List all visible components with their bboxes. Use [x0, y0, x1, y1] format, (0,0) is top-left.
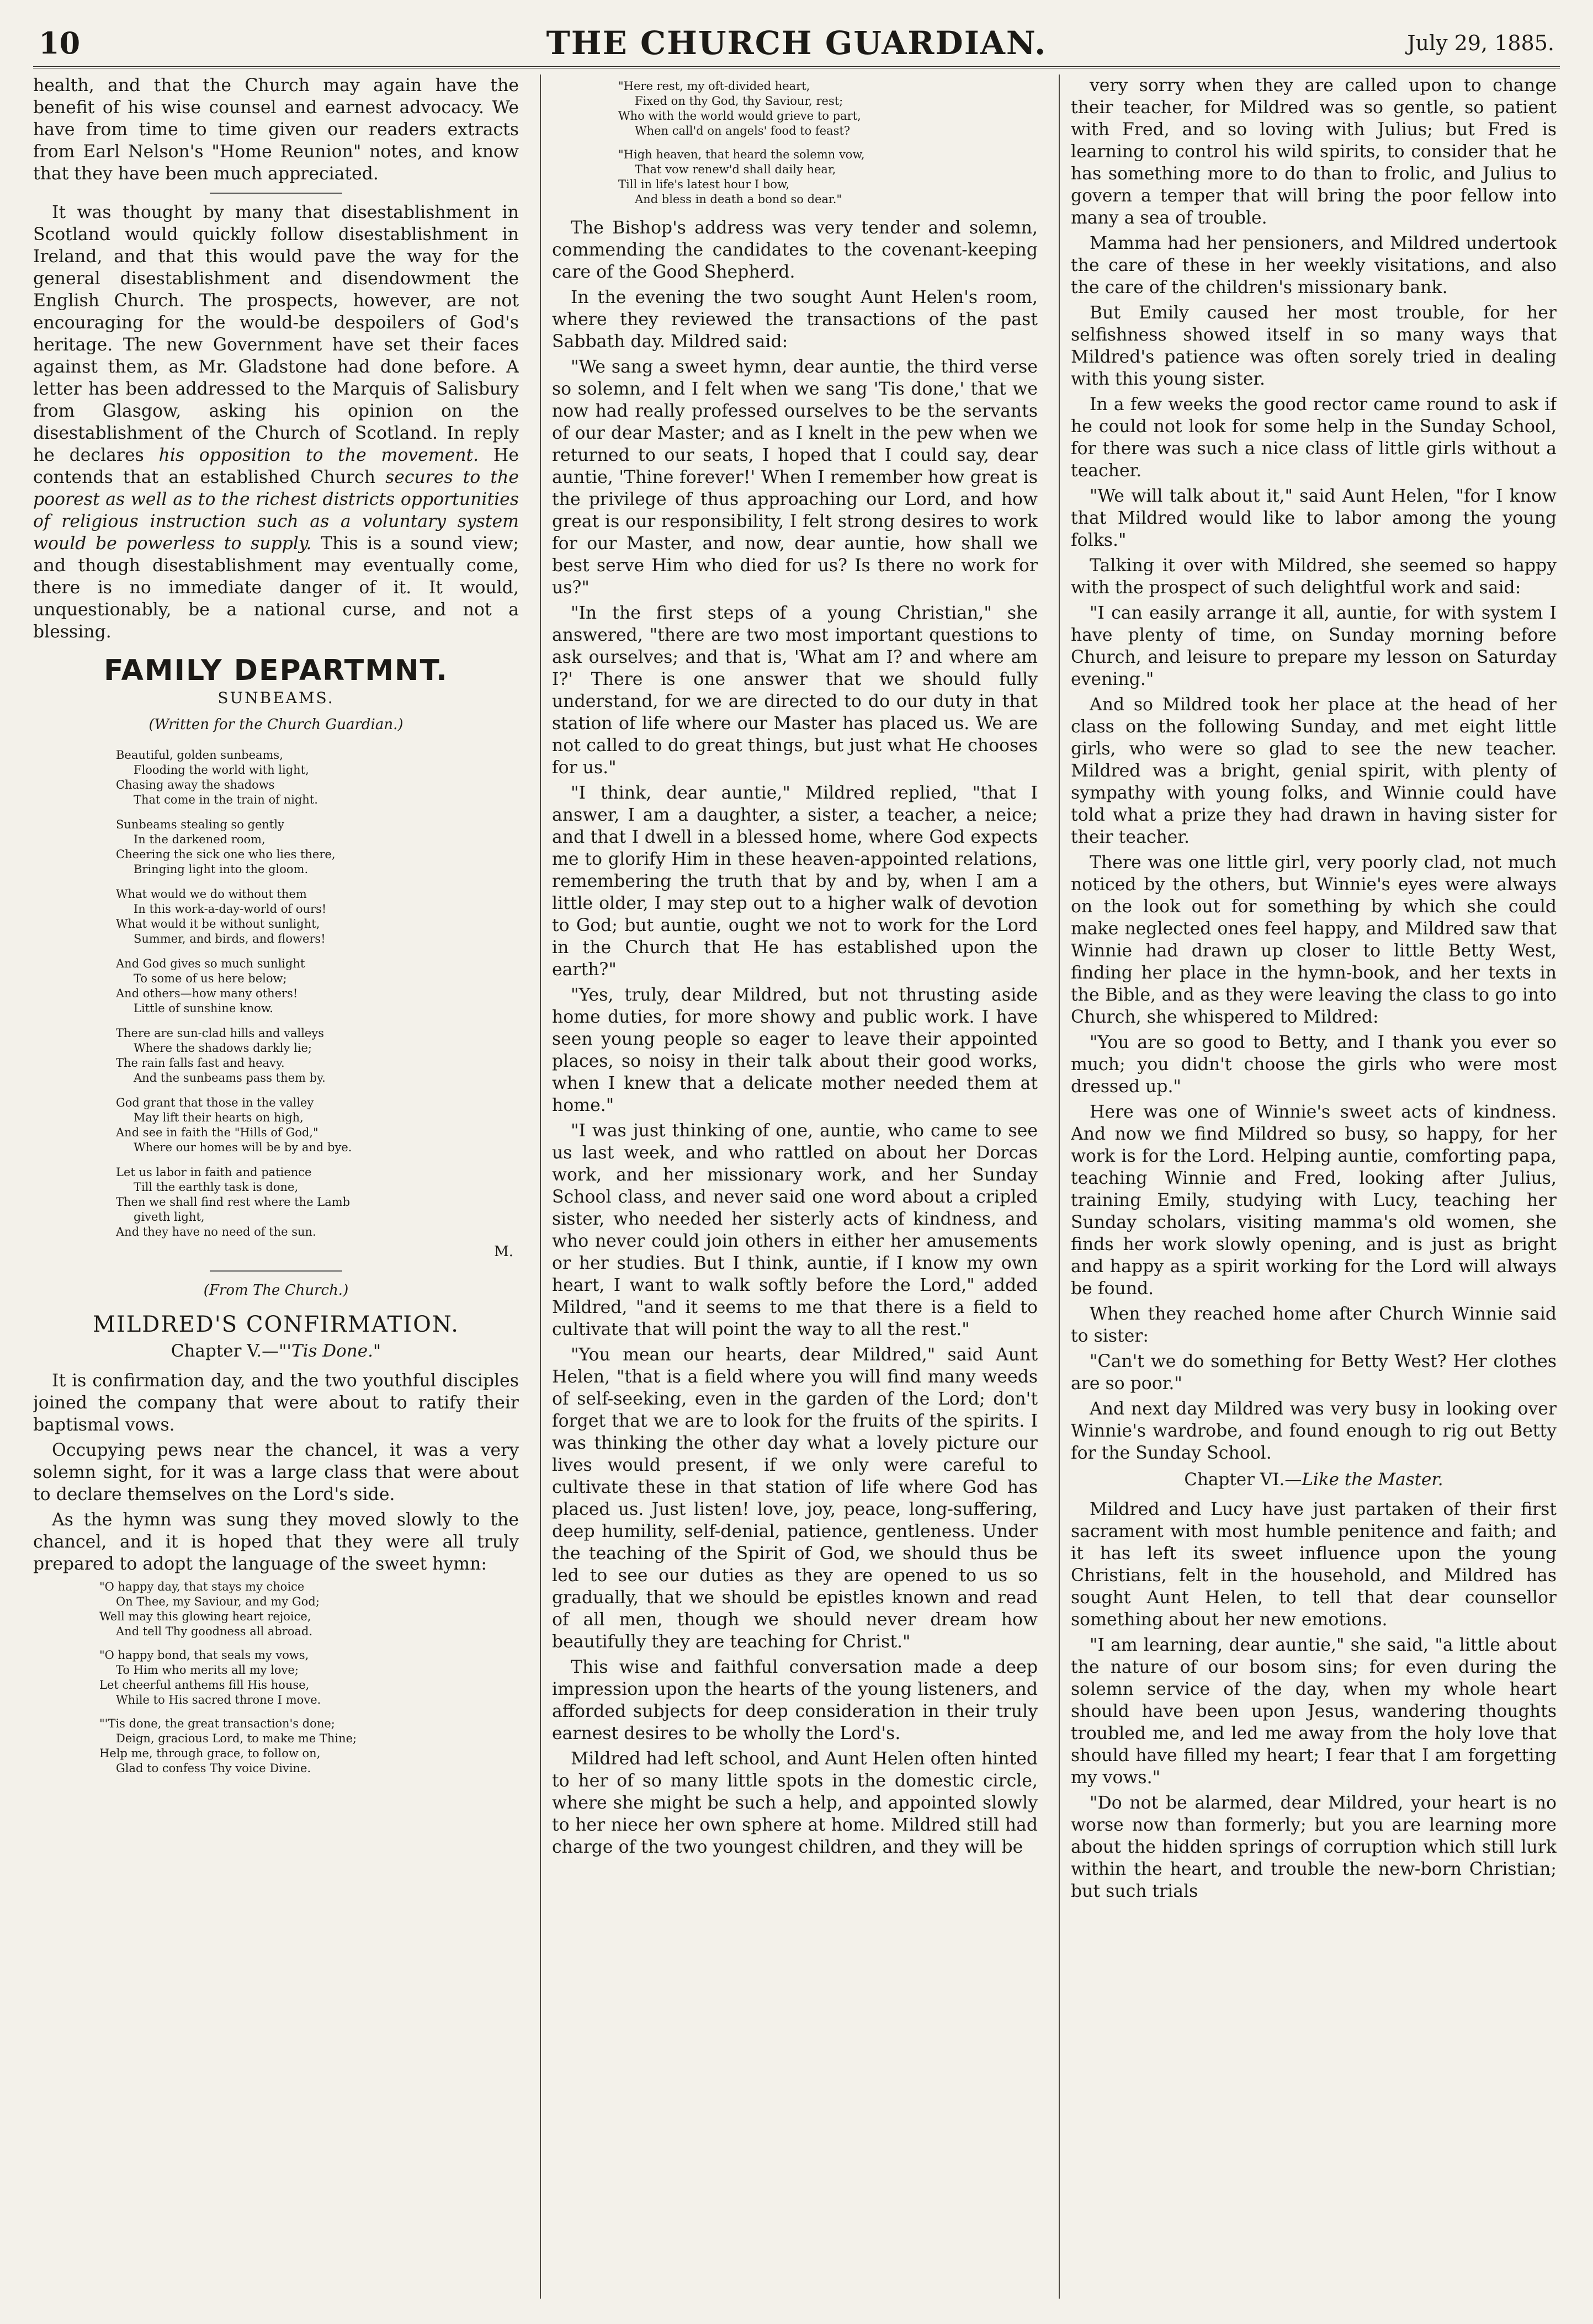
paragraph: Talking it over with Mildred, she seemed so happy with the prospect of such delightful work and said:	[1071, 556, 1557, 598]
verse-line: And see in faith the "Hills of God,"	[116, 1126, 318, 1139]
paragraph: "Can't we do something for Betty West? Her clothes are so poor."	[1071, 1352, 1557, 1394]
divider	[210, 193, 342, 194]
verse-line: In the darkened room,	[134, 833, 266, 846]
paragraph: It is confirmation day, and the two youthful disciples joined the company that were about to ratify their baptismal vows.	[33, 1371, 519, 1435]
verse-line: Well may this glowing heart rejoice,	[99, 1610, 311, 1623]
verse-line: And the sunbeams pass them by.	[134, 1071, 326, 1084]
verse-line: Then we shall find rest where the Lamb	[116, 1195, 351, 1209]
verse-line: And they have no need of the sun.	[116, 1225, 316, 1238]
verse-line: "O happy day, that stays my choice	[99, 1580, 305, 1593]
poem-signature: M.	[494, 1243, 513, 1260]
column-1	[33, 75, 519, 2299]
verse-line: Cheering the sick one who lies there,	[116, 848, 336, 861]
verse-line: And God gives so much sunlight	[116, 957, 305, 970]
paragraph: "You are so good to Betty, and I thank you ever so much; you didn't choose the girls who were most dressed up."	[1071, 1033, 1557, 1097]
verse-line: Where the shadows darkly lie;	[134, 1041, 312, 1055]
paragraph: But Emily caused her most trouble, for her selfishness showed itself in so many ways that Mildred's patience was often sorely tried in dealing with this young sister.	[1071, 303, 1557, 389]
column-3	[1071, 75, 1557, 2299]
paragraph: Mildred and Lucy have just partaken of their first sacrament with most humble penitence and faith; and it has left its sweet influence upon the young Christians, felt in the household, and Mildred has sought Aunt Helen, to tell that dear counsellor something about her new emotions.	[1071, 1499, 1557, 1630]
paragraph: "I can easily arrange it all, auntie, for with system I have plenty of time, on Sunday morning before Church, and leisure to prepare my lesson on Saturday evening."	[1071, 603, 1557, 689]
story-text	[1071, 75, 1557, 1464]
verse-line: What would we do without them	[116, 887, 307, 901]
stanza	[116, 1165, 519, 1240]
issue-date: July 29, 1885.	[1407, 31, 1554, 55]
poem	[116, 748, 519, 1240]
verse-line: May lift their hearts on high,	[134, 1111, 304, 1124]
verse-line: "O happy bond, that seals my vows,	[99, 1648, 309, 1662]
verse-line: Flooding the world with light,	[134, 763, 309, 777]
page-number: 10	[39, 25, 81, 61]
paragraph: When they reached home after Church Winnie said to sister:	[1071, 1304, 1557, 1346]
verse-line: What would it be without sunlight,	[116, 917, 320, 930]
verse-line: "High heaven, that heard the solemn vow,	[618, 148, 865, 161]
paragraph: There was one little girl, very poorly clad, not much noticed by the others, but Winnie's eyes were always on the look out for something by which she could make neglected ones feel happy, and Mildred saw that Winnie had drawn up closer to little Betty West, finding her place in the hymn-book, and her texts in the Bible, and as they were leaving the class to go into Church, she whispered to Mildred:	[1071, 853, 1557, 1027]
newspaper-page	[33, 22, 1560, 2307]
verse-line: Bringing light into the gloom.	[134, 863, 309, 876]
verse-line: Chasing away the shadows	[116, 778, 275, 791]
verse-line: That come in the train of night.	[134, 793, 318, 806]
verse-line: Sunbeams stealing so gently	[116, 818, 284, 831]
verse-line: Who with the world would grieve to part,	[618, 109, 861, 123]
verse-line: That vow renew'd shall daily hear,	[635, 163, 836, 176]
column-rule	[540, 75, 541, 2299]
verse-line: There are sun-clad hills and valleys	[116, 1027, 324, 1040]
paragraph: "In the first steps of a young Christian," she answered, "there are two most important questions to ask ourselves; and that is, 'What am I? and where am I?' There is one answer that we should fully understand, for we are directed to do our duty in that station of life where our Master has placed us. We are not called to do great things, but just what He chooses for us."	[552, 603, 1038, 778]
stanza	[116, 1026, 519, 1086]
paragraph: "We will talk about it," said Aunt Helen, "for I know that Mildred would like to labor among the young folks."	[1071, 486, 1557, 550]
stanza	[618, 79, 1038, 139]
verse-line: The rain falls fast and heavy.	[116, 1056, 285, 1070]
stanza	[99, 1648, 519, 1708]
paragraph: Mamma had her pensioners, and Mildred undertook the care of these in her weekly visitations, and also the care of the children's missionary bank.	[1071, 233, 1557, 297]
paragraph: And next day Mildred was very busy in looking over Winnie's wardrobe, and found enough to rig out Betty for the Sunday School.	[1071, 1399, 1557, 1463]
paragraph: It was thought by many that disestablishment in Scotland would quickly follow disestablishment in Ireland, and that this would pave the way for the general disestablishment and disendowment the English Church. The prospects, however, are not encouraging for the would-be despoilers of God's heritage. The new Government have set their faces against them, as Mr. Gladstone had done before. A letter has been addressed to the Marquis of Salisbury from Glasgow, asking his opinion on the disestablishment of the Church of Scotland. In reply he declares his opposition to the movement. He contends that an established Church secures to the poorest as well as to the richest districts opportunities of religious instruction such as a voluntary system would be powerless to supply. This is a sound view; and though disestablishment may eventually come, there is no immediate danger of it. It would, unquestionably, be a national curse, and not a blessing.	[33, 203, 519, 642]
verse-line: Fixed on thy God, thy Saviour, rest;	[635, 94, 843, 108]
verse-line: Till the earthly task is done,	[134, 1180, 299, 1194]
hymn-continued	[618, 79, 1038, 207]
verse-line: While to His sacred throne I move.	[116, 1693, 321, 1706]
newspaper-title: THE CHURCH GUARDIAN.	[546, 24, 1047, 62]
verse-line: Beautiful, golden sunbeams,	[116, 748, 283, 762]
story-title: MILDRED'S CONFIRMATION.	[92, 1312, 460, 1337]
paragraph: And so Mildred took her place at the head of her class on the following Sunday, and met eight little girls, who were so glad to see the new teacher. Mildred was a bright, genial spirit, with plenty of sympathy with young folks, and Winnie could have told what a prize they had drawn in having sister for their teacher.	[1071, 695, 1557, 847]
verse-line: To Him who merits all my love;	[116, 1663, 299, 1677]
hymn	[99, 1580, 519, 1776]
verse-line: God grant that those in the valley	[116, 1096, 314, 1109]
verse-line: In this work-a-day-world of ours!	[134, 902, 327, 916]
verse-line: And tell Thy goodness all abroad.	[116, 1625, 313, 1638]
verse-line: Till in life's latest hour I bow,	[618, 178, 790, 191]
verse-line: "'Tis done, the great transaction's done;	[99, 1717, 335, 1730]
verse-line: Let cheerful anthems fill His house,	[99, 1678, 310, 1692]
paragraph: "Yes, truly, dear Mildred, but not thrusting aside home duties, for more showy and public work. I have seen young people so eager to leave their appointed places, so noisy in their talk about their good works, when I knew that a delicate mother needed them at home."	[552, 985, 1038, 1115]
verse-line: Little of sunshine know.	[134, 1002, 273, 1015]
paragraph: Mildred had left school, and Aunt Helen often hinted to her of so many little spots in the domestic circle, where she might be such a help, and appointed slowly to her niece her own sphere at home. Mildred still had charge of the two youngest children, and they will be	[552, 1749, 1038, 1857]
verse-line: Let us labor in faith and patience	[116, 1166, 312, 1179]
chapter-heading: Chapter VI.—Like the Master.	[1184, 1470, 1443, 1490]
stanza	[116, 1095, 519, 1155]
verse-line: Glad to confess Thy voice Divine.	[116, 1762, 311, 1775]
verse-line: And others—how many others!	[116, 987, 298, 1000]
verse-line: To some of us here below;	[134, 972, 287, 985]
paragraph: As the hymn was sung they moved slowly to the chancel, and it is hoped that they were all truly prepared to adopt the language of the sweet hymn:	[33, 1510, 519, 1574]
verse-line: Summer, and birds, and flowers!	[134, 932, 326, 945]
story-text	[552, 217, 1038, 1858]
paragraph: In a few weeks the good rector came round to ask if he could not look for some help in the Sunday School, for there was such a nice class of little girls without a teacher.	[1071, 395, 1557, 481]
paragraph: In the evening the two sought Aunt Helen's room, where they reviewed the transactions of the past Sabbath day. Mildred said:	[552, 288, 1038, 352]
paragraph: Here was one of Winnie's sweet acts of kindness. And now we find Mildred so busy, so happy, for her work is for the Lord. Helping auntie, comforting papa, teaching Winnie and Fred, looking after Julius, training Emily, studying with Lucy, teaching her Sunday scholars, visiting mamma's old women, she finds her work slowly opening, and is just as bright and happy as a spirit working for the Lord will always be found.	[1071, 1102, 1557, 1299]
story-text	[1071, 1498, 1557, 1902]
masthead	[33, 22, 1560, 68]
paragraph: "I was just thinking of one, auntie, who came to see us last week, and who rattled on about her Dorcas work, and her missionary work, and her Sunday School class, and never said one word about a cripled sister, who needed her sisterly acts of kindness, and who never could join others in either her amusements or her studies. But I think, auntie, if I know my own heart, I want to walk softly before the Lord," added Mildred, "and it seems to me that there is a field to cultivate that will point the way to all the rest."	[552, 1121, 1038, 1339]
stanza	[116, 817, 519, 877]
chapter-heading: Chapter V.—"'Tis Done."	[171, 1341, 381, 1361]
paragraph: This wise and faithful conversation made a deep impression upon the hearts of the young listeners, and afforded subjects for deep consideration in their truly earnest desires to be wholly the Lord's.	[552, 1657, 1038, 1743]
column-rule	[1059, 75, 1060, 2299]
paragraph: "We sang a sweet hymn, dear auntie, the third verse so solemn, and I felt when we sang 'Tis done,' that we now had really professed ourselves to be the servants of our dear Master; and as I knelt in the pew when we returned to our seats, I hoped that I could say, dear auntie, 'Thine forever!' When I remember how great is the privilege of thus approaching our Lord, and how great is our responsibility, I felt strong desires to work for our Master, and now, dear auntie, how shall we best serve Him who died for us? Is there no work for us?"	[552, 357, 1038, 598]
stanza	[618, 147, 1038, 207]
poem-title: SUNBEAMS.	[217, 689, 334, 707]
stanza	[99, 1580, 519, 1639]
verse-line: Deign, gracious Lord, to make me Thine;	[116, 1732, 357, 1745]
paragraph: Occupying pews near the chancel, it was a very solemn sight, for it was a large class that were about to declare themselves on the Lord's side.	[33, 1440, 519, 1504]
paragraph: "Do not be alarmed, dear Mildred, your heart is no worse now than formerly; but you are learning more about the hidden springs of corruption which still lurk within the heart, and trouble the new-born Christian; but such trials	[1071, 1793, 1557, 1901]
stanza	[116, 887, 519, 946]
verse-line: When call'd on angels' food to feast?	[635, 124, 851, 137]
divider	[210, 1270, 342, 1272]
paragraph: "I think, dear auntie," Mildred replied, "that I answer, I am a daughter, a sister, a teacher, a neice; and that I dwell in a blessed home, where God expects me to glorify Him in these heaven-appointed relations, remembering the truth that by and by, when I am a little older, I may step out to a higher walk of devotion to God; but auntie, ought we not to work for the Lord in the Church that He has established upon the earth?"	[552, 783, 1038, 980]
paragraph: "You mean our hearts, dear Mildred," said Aunt Helen, "that is a field where you will find many weeds of self-seeking, even in the garden of the Lord; don't forget that we are to look for the fruits of the spirits. I was thinking the other day what a lovely picture our lives would present, if we only were careful to cultivate these in that station of life where God has placed us. Just listen! love, joy, peace, long-suffering, deep humility, self-denial, patience, gentleness. Under the teaching of the Spirit of God, we should thus be led to see our duties as they are opened to us so gradually, that we should be epistles known and read of all men, though we should never dream how beautifully they are teaching for Christ."	[552, 1345, 1038, 1652]
paragraph: health, and that the Church may again have the benefit of his wise counsel and earnest advocacy. We have from time to time given our readers extracts from Earl Nelson's "Home Reunion" notes, and know that they have been much appreciated.	[33, 76, 519, 184]
verse-line: giveth light,	[134, 1210, 205, 1224]
verse-line: On Thee, my Saviour, and my God;	[116, 1595, 320, 1608]
stanza	[116, 748, 519, 807]
paragraph: The Bishop's address was very tender and solemn, commending the candidates to the covenant-keeping care of the Good Shepherd.	[552, 218, 1038, 282]
column-2	[552, 75, 1038, 2299]
section-heading: FAMILY DEPARTMNT.	[104, 654, 448, 687]
verse-line: And bless in death a bond so dear."	[635, 193, 842, 206]
poem-byline: (Written for the Church Guardian.)	[148, 716, 403, 733]
verse-line: "Here rest, my oft-divided heart,	[618, 79, 810, 93]
paragraph: "I am learning, dear auntie," she said, "a little about the nature of our bosom sins; for even during the solemn service of the day, when my whole heart should have been upon Jesus, wandering thoughts troubled me, and led me away from the holy love that should have filled my heart; I fear that I am forgetting my vows."	[1071, 1635, 1557, 1788]
verse-line: Where our homes will be by and bye.	[134, 1141, 352, 1154]
stanza	[99, 1716, 519, 1776]
verse-line: Help me, through grace, to follow on,	[99, 1747, 321, 1760]
stanza	[116, 956, 519, 1016]
paragraph: very sorry when they are called upon to change their teacher, for Mildred was so gentle, so patient with Fred, and so loving with Julius; but Fred is learning to control his wild spirits, to consider that he has something more to do than to frolic, and Julius to govern a temper that will bring the poor fellow into many a sea of trouble.	[1071, 76, 1557, 228]
story-source: (From The Church.)	[203, 1282, 349, 1299]
